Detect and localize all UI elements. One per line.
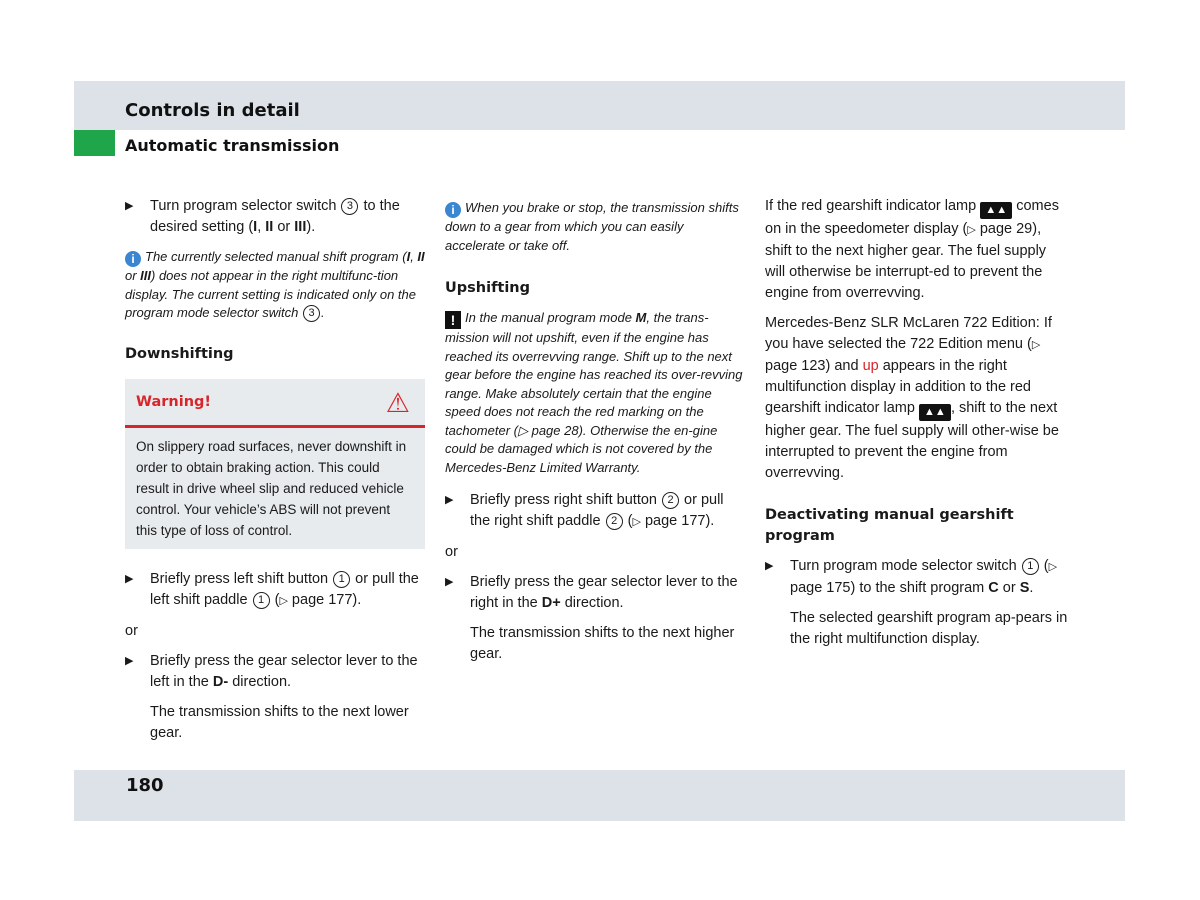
heading-upshifting: Upshifting [445,280,530,296]
circled-number-icon: 1 [1022,558,1039,575]
page-ref-icon: ▷ [279,594,288,607]
page-ref-icon: ▷ [632,516,641,528]
or-text: or [125,622,138,639]
info-icon: i [125,251,141,267]
circled-number-icon: 2 [662,492,679,509]
bullet-arrow-icon: ▶ [445,494,454,506]
heading-downshifting: Downshifting [125,345,234,362]
section-title: Controls in detail [125,100,300,121]
step-program-mode-switch: ▶ Turn program mode selector switch 1 (▷ page 175) to the shift program C or S. [765,558,1058,596]
step-turn-selector: ▶ Turn program selector switch 3 to the desired setting (I, II or III). [125,198,400,235]
bullet-arrow-icon: ▶ [445,576,454,588]
circled-number-icon: 1 [333,571,350,588]
info-note-brake: i When you brake or stop, the transmission shifts down to a gear from which you can easily accelerate or take off. [445,200,739,253]
para-red-lamp: If the red gearshift indicator lamp ▲▲ comes on in the speedometer display (▷ page 29), shift to the next higher gear. The fuel supply will otherwise be interrupt-ed to prevent the engine from overrevving. [765,198,1059,301]
up-indicator-text: up [862,358,879,374]
circled-number-icon: 3 [341,198,358,215]
or-text: or [445,544,458,560]
exclamation-icon: ! [445,311,461,329]
info-icon: i [445,202,461,218]
column-left [125,196,425,744]
gearshift-lamp-icon: ▲▲ [919,404,951,421]
para-722-edition: Mercedes-Benz SLR McLaren 722 Edition: If you have selected the 722 Edition menu (▷ page 123) and up appears in the right multifunction display in addition to the red gearshift indicator lamp ▲▲ , shift to the next higher gear. The fuel supply will other-wise be interrupted to prevent the engine from overrevving. [765,315,1059,481]
bullet-arrow-icon: ▶ [765,560,774,572]
circled-number-icon: 1 [253,592,270,609]
result-program-display: The selected gearshift program ap-pears in the right multifunction display. [790,610,1068,647]
bullet-arrow-icon: ▶ [125,654,134,667]
column-middle [445,196,745,665]
footer-band [74,770,1125,821]
warning-text: On slippery road surfaces, never downshift in order to obtain braking action. This could result in drive wheel slip and reduced vehicle control. Your vehicle’s ABS will not prevent this type of loss of control. [136,438,407,538]
warning-triangle-icon: ⚠ [385,387,410,418]
info-note-program: i The currently selected manual shift program (I, II or III) does not appear in the right multifunc-tion display. The current setting is indicated only on the program mode selector switch 3 . [125,249,425,320]
result-higher-gear: The transmission shifts to the next higher gear. [470,625,735,662]
circled-number-icon: 2 [606,513,623,530]
bullet-arrow-icon: ▶ [125,200,134,212]
step-left-shift-button: ▶ Briefly press left shift button 1 or pull the left shift paddle 1 (▷ page 177). [125,570,419,608]
page-number: 180 [126,775,164,796]
sub-title: Automatic transmission [125,136,340,155]
warning-header [125,379,425,428]
step-gear-lever-right: ▶ Briefly press the gear selector lever to the right in the D+ direction. [445,574,738,611]
circled-number-icon: 3 [303,305,320,322]
bullet-arrow-icon: ▶ [125,572,134,585]
result-lower-gear: The transmission shifts to the next lower gear. [150,703,409,741]
step-gear-lever-left: ▶ Briefly press the gear selector lever to the left in the D- direction. [125,652,418,690]
section-tab-marker [74,130,115,156]
warning-label: Warning! [136,393,212,410]
warning-box [125,379,425,549]
heading-deactivating: Deactivating manual gearshift program [765,507,1014,544]
page-ref-icon: ▷ [1048,561,1058,573]
column-right [765,196,1070,650]
gearshift-lamp-icon: ▲▲ [980,202,1012,219]
step-right-shift-button: ▶ Briefly press right shift button 2 or pull the right shift paddle 2 (▷ page 177). [445,492,724,529]
caution-note-manual: ! In the manual program mode M, the trans-mission will not upshift, even if the engine has reached its overrevving range. Shift up to the next gear before the engine has reached its over-revving range. Make absolutely certain that the engine speed does not reach the red marking on the tachometer (▷ page 28). Otherwise the en-gine could be damaged which is not covered by the Mercedes-Benz Limited Warranty. [445,310,743,475]
